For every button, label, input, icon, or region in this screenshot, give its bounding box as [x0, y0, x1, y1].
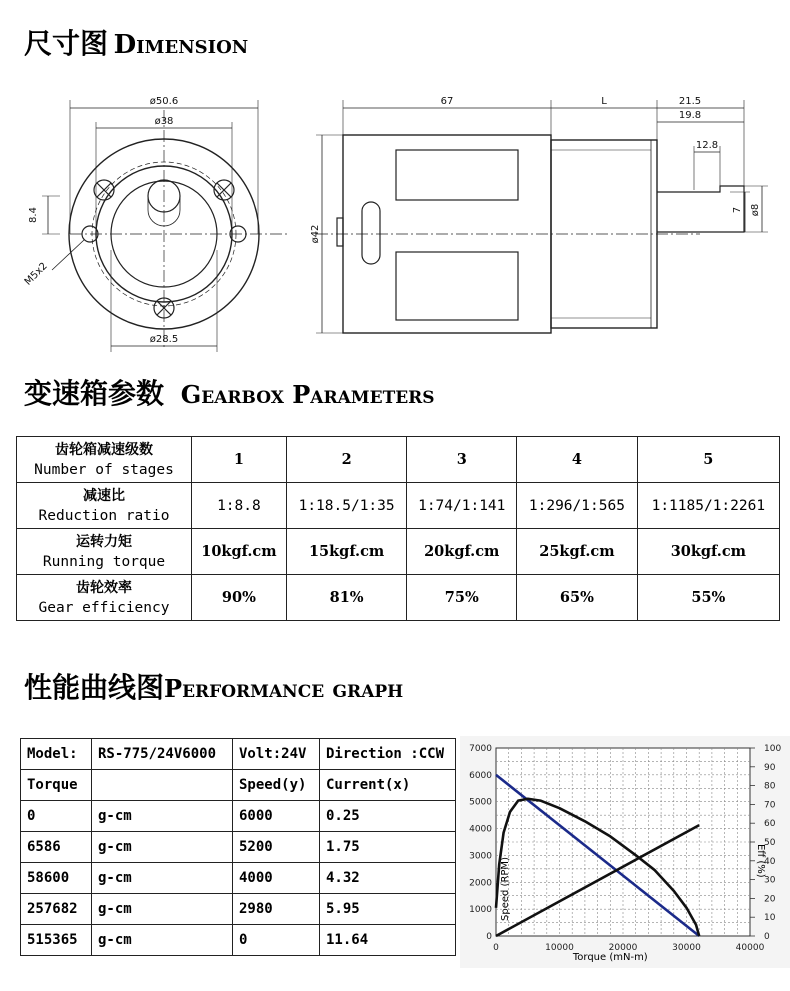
dimension-drawing [0, 0, 790, 370]
y2-tick-label: 0 [764, 932, 770, 942]
table-cell: 81% [286, 575, 407, 621]
table-cell: 5 [637, 437, 779, 483]
table-row [21, 894, 456, 925]
table-cell: 0 [233, 925, 320, 956]
table-row [17, 437, 780, 483]
table-cell: 58600 [21, 863, 92, 894]
x-tick-label: 40000 [735, 943, 765, 953]
dim-shaft-length: 21.5 [678, 96, 702, 107]
x-axis-label: Torque (mN-m) [572, 952, 648, 963]
x-tick-label: 0 [493, 943, 499, 953]
row-header-cn: 齿轮箱减速级数 [55, 441, 153, 458]
front-view [42, 100, 290, 352]
y-tick-label: 4000 [469, 824, 492, 835]
y2-axis-label: Eff (%) [755, 843, 766, 878]
table-cell: 20kgf.cm [407, 529, 517, 575]
dim-pilot-diameter: ø28.5 [149, 334, 179, 345]
dim-flat-length: 12.8 [695, 140, 719, 151]
table-cell: 3 [407, 437, 517, 483]
y-tick-label: 0 [486, 932, 492, 942]
y2-tick-label: 50 [764, 838, 776, 848]
row-header [17, 437, 192, 483]
table-cell [92, 770, 233, 801]
table-cell: Volt:24V [233, 739, 320, 770]
table-cell: Speed(y) [233, 770, 320, 801]
section-title-cn: 变速箱参数 [24, 377, 165, 410]
y-tick-label: 2000 [469, 878, 492, 889]
y2-tick-label: 80 [764, 781, 776, 792]
table-cell: 65% [517, 575, 638, 621]
table-cell: g-cm [92, 832, 233, 863]
table-cell: 4 [517, 437, 638, 483]
section-title-en: Performance graph [164, 674, 404, 703]
y-tick-label: 7000 [469, 744, 492, 754]
dim-body-length: 67 [440, 96, 454, 107]
row-header-en: Gear efficiency [38, 599, 170, 616]
y2-tick-label: 40 [764, 856, 776, 867]
row-header-en: Reduction ratio [38, 507, 170, 524]
table-row [17, 575, 780, 621]
y2-tick-label: 100 [764, 744, 782, 754]
table-cell: 1:18.5/1:35 [286, 483, 407, 529]
section-title-en: Dimension [113, 30, 249, 60]
row-header-cn: 减速比 [83, 487, 125, 504]
table-row [17, 483, 780, 529]
table-row [21, 770, 456, 801]
table-cell: 1:8.8 [192, 483, 287, 529]
table-cell: 5.95 [320, 894, 456, 925]
table-cell: 1:1185/1:2261 [637, 483, 779, 529]
section-title-en: Gearbox Parameters [180, 380, 435, 409]
y2-tick-label: 20 [764, 894, 776, 905]
x-tick-label: 10000 [545, 943, 574, 953]
table-cell: 1:296/1:565 [517, 483, 638, 529]
section-title-cn: 性能曲线图 [24, 671, 165, 704]
y2-tick-label: 90 [764, 762, 776, 773]
table-cell: Current(x) [320, 770, 456, 801]
table-row [17, 529, 780, 575]
table-cell: 15kgf.cm [286, 529, 407, 575]
x-tick-label: 20000 [608, 943, 638, 953]
dim-outer-diameter: ø50.6 [149, 96, 179, 107]
table-cell: 11.64 [320, 925, 456, 956]
table-cell: Model: [21, 739, 92, 770]
table-cell: g-cm [92, 863, 233, 894]
y-tick-label: 1000 [469, 905, 492, 916]
table-row [21, 739, 456, 770]
row-header [17, 575, 192, 621]
table-cell: 0 [21, 801, 92, 832]
table-cell: 5200 [233, 832, 320, 863]
row-header-en: Number of stages [34, 461, 174, 478]
table-cell: 6586 [21, 832, 92, 863]
table-cell: 257682 [21, 894, 92, 925]
table-cell: 55% [637, 575, 779, 621]
table-cell: 1:74/1:141 [407, 483, 517, 529]
y2-tick-label: 70 [764, 800, 776, 811]
table-cell: 2980 [233, 894, 320, 925]
y2-tick-label: 60 [764, 819, 776, 830]
table-cell: 30kgf.cm [637, 529, 779, 575]
table-cell: 10kgf.cm [192, 529, 287, 575]
dim-body-diameter: ø42 [310, 224, 321, 244]
table-row [21, 832, 456, 863]
x-tick-label: 30000 [672, 943, 701, 953]
dim-shaft-length-2: 19.8 [678, 110, 702, 121]
table-cell: 1.75 [320, 832, 456, 863]
table-cell: 0.25 [320, 801, 456, 832]
table-cell: 4000 [233, 863, 320, 894]
y-tick-label: 5000 [469, 797, 492, 808]
side-view [316, 100, 768, 333]
table-cell: 2 [286, 437, 407, 483]
table-cell: 6000 [233, 801, 320, 832]
row-header-cn: 齿轮效率 [76, 579, 132, 596]
row-header [17, 483, 192, 529]
row-header-cn: 运转力矩 [76, 533, 132, 550]
dim-bolt-circle: ø38 [154, 116, 174, 127]
section-title-gearbox [24, 372, 435, 412]
y-tick-label: 6000 [469, 770, 492, 781]
y2-tick-label: 10 [764, 913, 776, 924]
table-row [21, 925, 456, 956]
table-cell: g-cm [92, 925, 233, 956]
row-header-en: Running torque [42, 553, 166, 570]
row-header [17, 529, 192, 575]
table-cell: 515365 [21, 925, 92, 956]
dim-flat-depth: 7 [732, 206, 743, 214]
performance-chart [460, 736, 790, 968]
table-row [21, 863, 456, 894]
dim-gearbox-length: L [601, 96, 607, 107]
performance-table [20, 738, 456, 956]
table-cell: 4.32 [320, 863, 456, 894]
y-axis-label: Speed (RPM) [500, 857, 511, 921]
table-cell: g-cm [92, 801, 233, 832]
table-row [21, 801, 456, 832]
table-cell: 90% [192, 575, 287, 621]
dim-shaft-offset: 8.4 [28, 207, 39, 223]
y-tick-label: 3000 [469, 851, 492, 862]
dim-shaft-diameter: ø8 [750, 203, 761, 217]
table-cell: 1 [192, 437, 287, 483]
table-cell: 75% [407, 575, 517, 621]
table-cell: RS-775/24V6000 [92, 739, 233, 770]
section-title-cn: 尺寸图 [24, 27, 109, 60]
gearbox-parameters-table [16, 436, 780, 621]
table-cell: Direction :CCW [320, 739, 456, 770]
table-cell: 25kgf.cm [517, 529, 638, 575]
y2-tick-label: 30 [764, 875, 776, 886]
table-cell: g-cm [92, 894, 233, 925]
dim-screw-spec: M5x2 [22, 260, 50, 288]
section-title-performance [24, 666, 403, 706]
table-cell: Torque [21, 770, 92, 801]
